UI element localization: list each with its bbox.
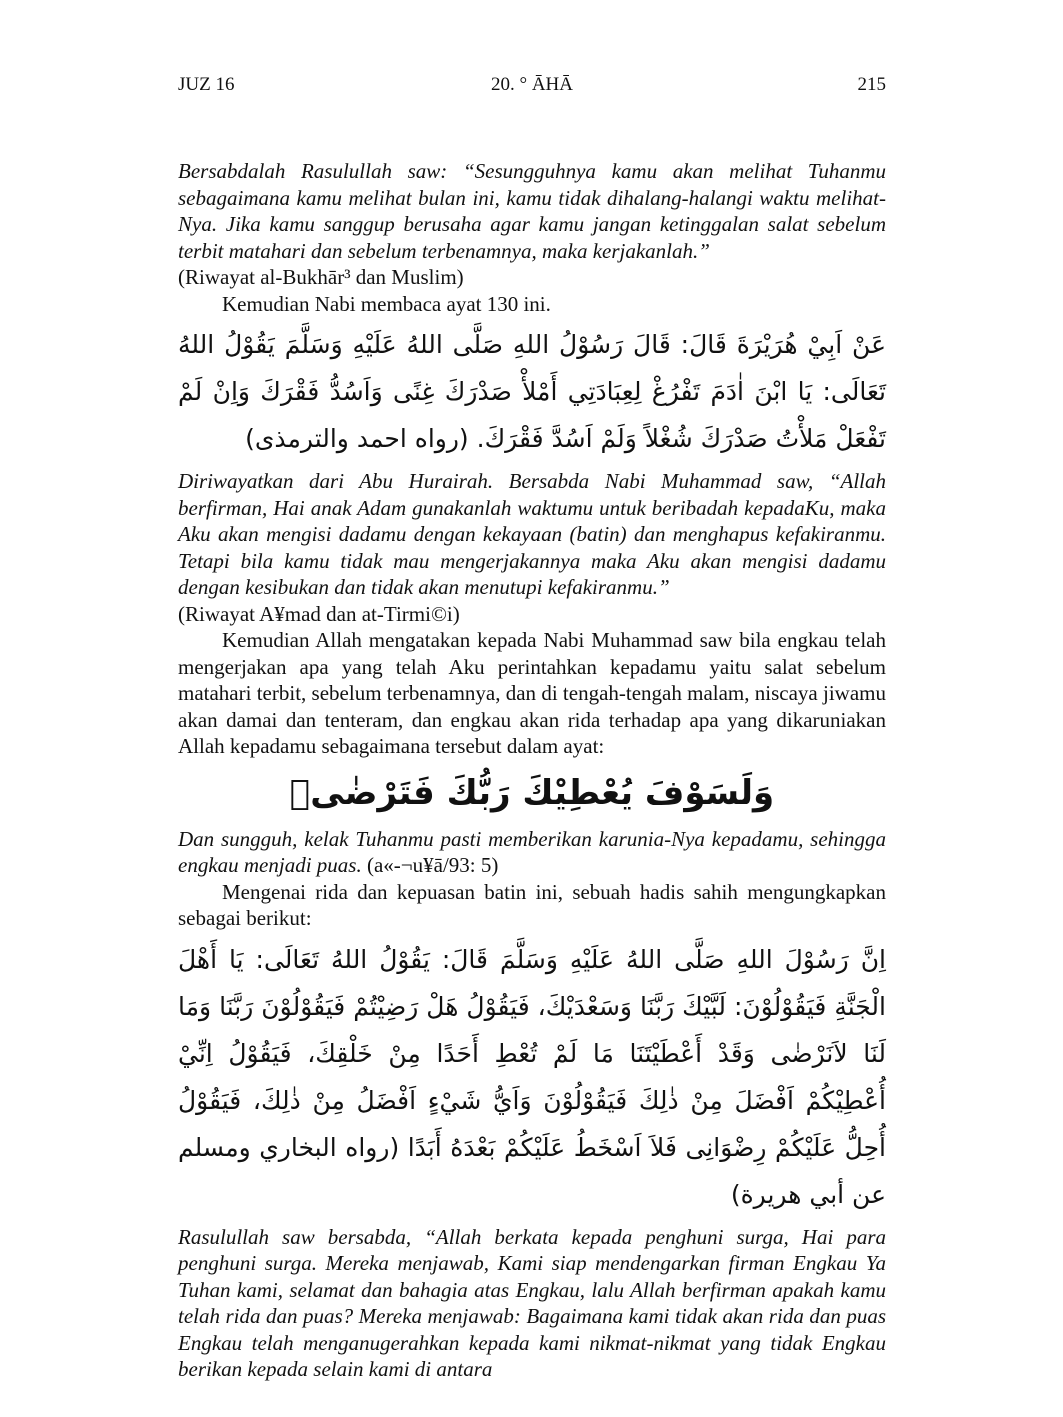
hadith-translation-1 — [178, 158, 886, 291]
hadith-source-2: (Riwayat A¥mad dan at-Tirmi©i) — [178, 601, 460, 626]
paragraph-explanation: Kemudian Allah mengatakan kepada Nabi Muhammad saw bila engkau telah mengerjakan apa yang telah Aku perintahkan kepadamu yaitu salat sebelum matahari terbit, sebelum terbenamnya, dan di tengah-tengah malam, niscaya jiwamu akan damai dan tenteram, dan engkau akan rida terhadap apa yang dikaruniakan Allah kepadamu sebagaimana tersebut dalam ayat: — [178, 628, 886, 758]
hadith-translation-1-text: Bersabdalah Rasulullah saw: “Sesungguhnya kamu akan melihat Tuhanmu sebagaimana kamu melihat bulan ini, kamu tidak dihalang-halangi waktu melihat-Nya. Jika kamu sanggup berusaha agar kamu jangan ketinggalan salat sebelum terbit matahari dan sebelum terbenamnya, maka kerjakanlah.” — [178, 159, 886, 263]
paragraph-ayat-130: Kemudian Nabi membaca ayat 130 ini. — [222, 291, 551, 316]
page-number: 215 — [857, 74, 886, 95]
hadith-translation-2 — [178, 468, 886, 627]
ayah-translation-text: Dan sungguh, kelak Tuhanmu pasti memberikan karunia-Nya kepadamu, sehingga engkau menjadi puas. — [178, 826, 886, 877]
ayah-translation — [178, 826, 886, 879]
quran-ayah: وَلَسَوْفَ يُعْطِيْكَ رَبُّكَ فَتَرْضٰىۗ — [289, 772, 775, 813]
paragraph-hadith-intro: Mengenai rida dan kepuasan batin ini, sebuah hadis sahih mengungkapkan sebagai berikut: — [178, 879, 886, 930]
running-header — [178, 74, 886, 104]
hadith-translation-2-text: Diriwayatkan dari Abu Hurairah. Bersabda Nabi Muhammad saw, “Allah berfirman, Hai anak Adam gunakanlah waktumu untuk beribadah kepadaKu, maka Aku akan mengisi dadamu dengan kekayaan (batin) dan menghapus kefakiranmu. Tetapi bila kamu tidak mau mengerjakannya maka Aku akan mengisi dadamu dengan kesibukan dan tidak akan menutupi kefakiranmu.” — [178, 469, 886, 599]
juz-label: JUZ 16 — [178, 74, 235, 95]
hadith-source-1: (Riwayat al-Bukhār³ dan Muslim) — [178, 265, 464, 289]
surah-title: 20. ° ĀHĀ — [490, 74, 573, 95]
document-page — [178, 74, 886, 1383]
arabic-hadith-1: عَنْ اَبِيْ هُرَيْرَةَ قَالَ: قَالَ رَسُوْلُ اللهِ صَلَّى اللهُ عَلَيْهِ وَسَلَّمَ يَقُوْلُ اللهُ تَعَالَى: يَا ابْنَ اٰدَمَ تَفْرُغْ لِعِبَادَتِي أَمْلأْ صَدْرَكَ غِنًى وَاَسُدُّ فَقْرَكَ وَاِنْ لَمْ تَفْعَلْ مَلأْتُ صَدْرَكَ شُغْلاً وَلَمْ اَسُدَّ فَقْرَكَ. (رواه احمد والترمذى) — [178, 330, 886, 453]
page-body — [178, 158, 886, 1383]
ayah-reference: (a«-¬u¥ā/93: 5) — [366, 853, 499, 877]
hadith-translation-3: Rasulullah saw bersabda, “Allah berkata kepada penghuni surga, Hai para penghuni surga. Mereka menjawab, Kami siap mendengarkan firman Engkau Ya Tuhan kami, selamat dan bahagia atas Engkau, lalu Allah berfirman apakah kamu telah rida dan puas? Mereka menjawab: Bagaimana kami tidak akan rida dan puas Engkau telah menganugerahkan kepada kami nikmat-nikmat yang tidak Engkau berikan kepada selain kami di antara — [178, 1224, 886, 1381]
arabic-hadith-2: اِنَّ رَسُوْلَ اللهِ صَلَّى اللهُ عَلَيْهِ وَسَلَّمَ قَالَ: يَقُوْلُ اللهُ تَعَالَى: يَا أَهْلَ الْجَنَّةِ فَيَقُوْلُوْنَ: لَبَّيْكَ رَبَّنَا وَسَعْدَيْكَ، فَيَقُوْلُ هَلْ رَضِيْتُمْ فَيَقُوْلُوْنَ رَبَّنَا وَمَا لَنَا لاَنَرْضٰى وَقَدْ أَعْطَيْتَنَا مَا لَمْ تُعْطِ أَحَدًا مِنْ خَلْقِكَ، فَيَقُوْلُ اِنِّيْ أُعْطِيْكُمْ اَفْضَلَ مِنْ ذٰلِكَ فَيَقُوْلُوْنَ وَاَيُّ شَيْءٍ اَفْضَلُ مِنْ ذٰلِكَ، فَيَقُوْلُ أُحِلُّ عَلَيْكُمْ رِضْوَانِى فَلاَ اَسْخَطُ عَلَيْكُمْ بَعْدَهُ أَبَدًا (رواه البخاري ومسلم عن أبي هريرة) — [178, 944, 886, 1209]
